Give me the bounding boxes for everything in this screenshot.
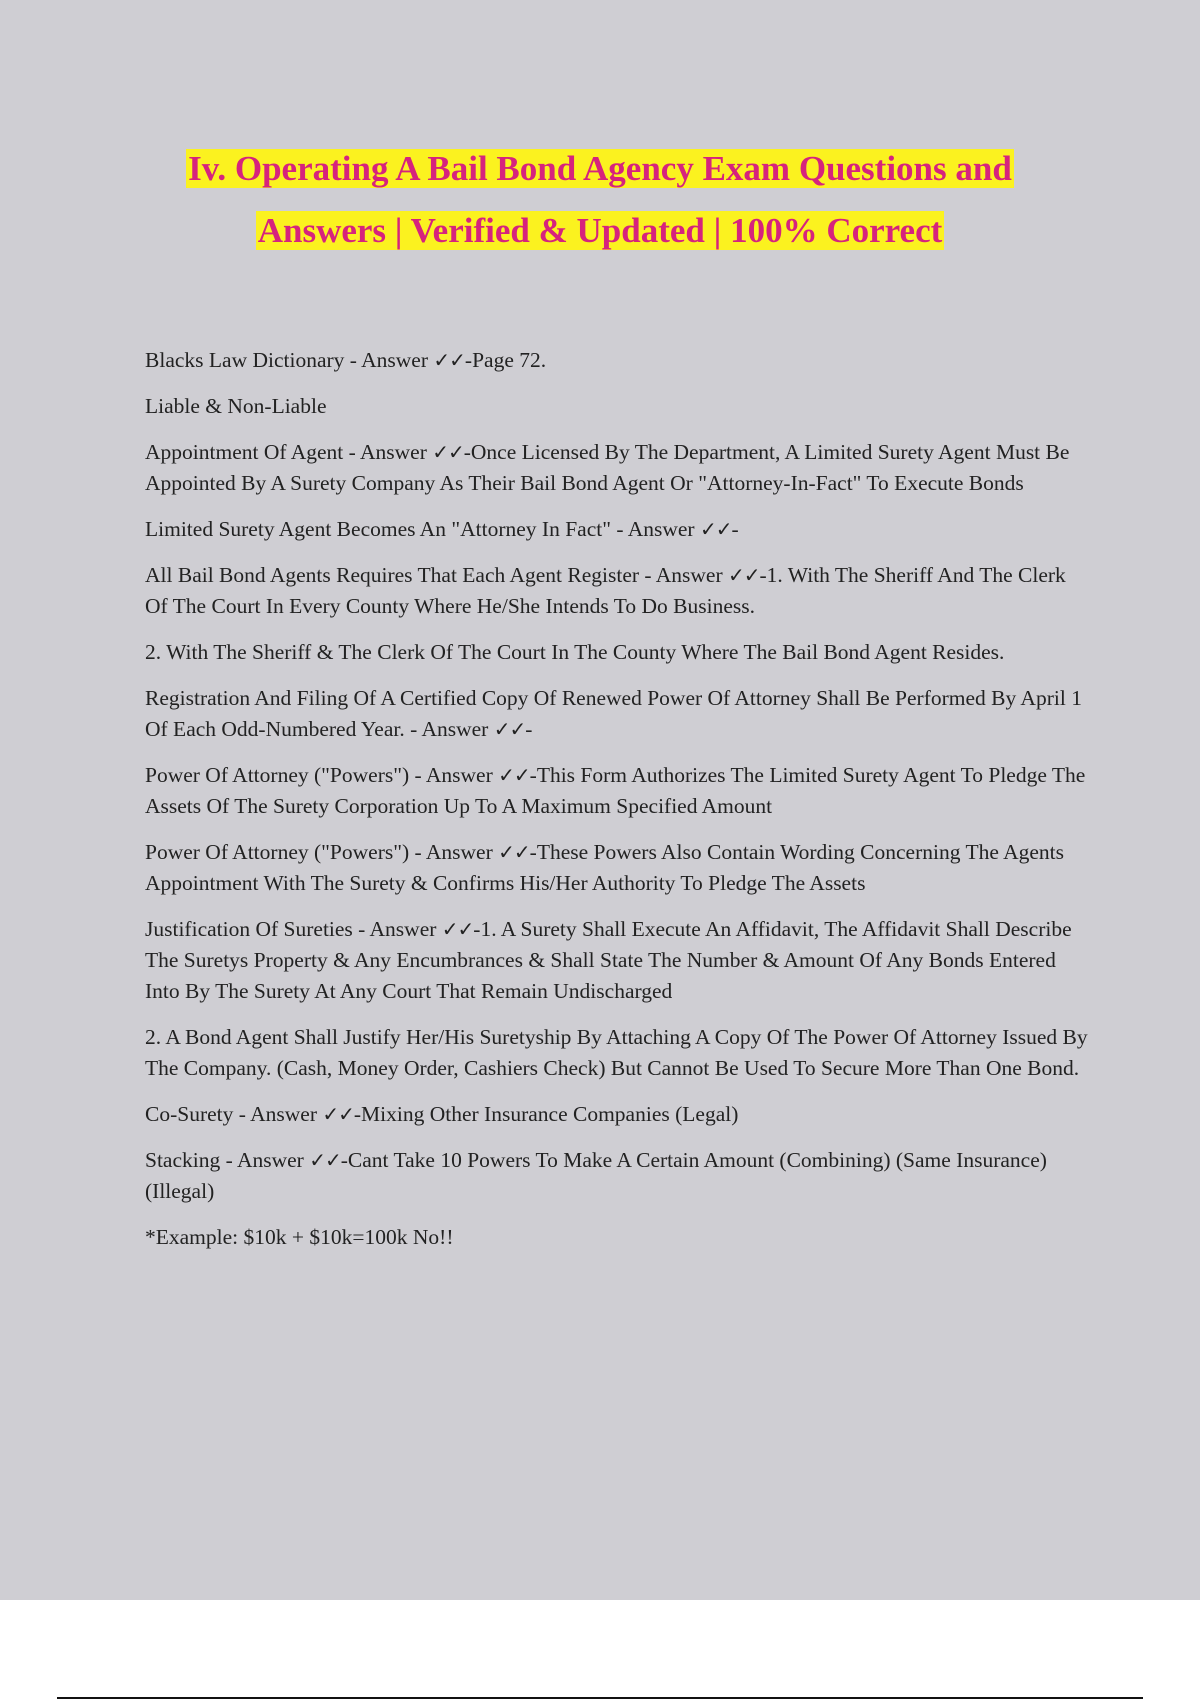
qa-paragraph [145, 760, 1090, 822]
qa-text: Co-Surety - Answer [145, 1102, 323, 1126]
double-check-icon: ✓✓ [493, 717, 526, 741]
qa-text: All Bail Bond Agents Requires That Each Agent Register - Answer [145, 563, 728, 587]
qa-paragraph [145, 560, 1090, 622]
qa-text: Appointment Of Agent - Answer [145, 440, 433, 464]
qa-text: 2. A Bond Agent Shall Justify Her/His Suretyship By Attaching A Copy Of The Power Of Attorney Issued By The Company. (Cash, Money Order, Cashiers Check) But Cannot Be Used To Secure More Than One Bond. [145, 1025, 1088, 1080]
page-title [186, 138, 1014, 262]
qa-answer-text: -1. With The Sheriff And The Clerk Of The Court In Every County Where He/She Intends To Do Business. [145, 563, 1066, 618]
qa-text: Limited Surety Agent Becomes An "Attorney In Fact" - Answer [145, 517, 700, 541]
qa-text: *Example: $10k + $10k=100k No!! [145, 1225, 454, 1249]
qa-answer-text: -Mixing Other Insurance Companies (Legal) [353, 1102, 739, 1126]
qa-paragraph [145, 391, 1090, 422]
qa-answer-text: -Once Licensed By The Department, A Limited Surety Agent Must Be Appointed By A Surety Company As Their Bail Bond Agent Or "Attorney-In-Fact" To Execute Bonds [145, 440, 1070, 495]
qa-paragraph [145, 637, 1090, 668]
title-block [0, 138, 1200, 262]
double-check-icon: ✓✓ [441, 917, 474, 941]
double-check-icon: ✓✓ [699, 517, 732, 541]
qa-paragraph [145, 683, 1090, 745]
double-check-icon: ✓✓ [433, 348, 465, 372]
qa-paragraph [145, 914, 1090, 1007]
qa-paragraph [145, 1099, 1090, 1130]
qa-answer-text: -1. A Surety Shall Execute An Affidavit, The Affidavit Shall Describe The Suretys Property & Any Encumbrances & Shall State The Number & Amount Of Any Bonds Entered Into By The Surety At Any Court That Remain Undischarged [145, 917, 1072, 1003]
qa-paragraph [145, 345, 1090, 376]
double-check-icon: ✓✓ [498, 763, 530, 787]
qa-text: Power Of Attorney ("Powers") - Answer [145, 840, 499, 864]
qa-answer-text: -This Form Authorizes The Limited Surety Agent To Pledge The Assets Of The Surety Corporation Up To A Maximum Specified Amount [145, 763, 1086, 818]
qa-paragraph [145, 514, 1090, 545]
qa-paragraph [145, 1022, 1090, 1084]
qa-text: Justification Of Sureties - Answer [145, 917, 442, 941]
title-line-2: Answers | Verified & Updated | 100% Correct [257, 211, 943, 250]
qa-text: Registration And Filing Of A Certified Copy Of Renewed Power Of Attorney Shall Be Performed By April 1 Of Each Odd-Numbered Year. - Answer [145, 686, 1082, 741]
double-check-icon: ✓✓ [432, 440, 464, 464]
bottom-divider [57, 1697, 1143, 1699]
qa-answer-text: -Cant Take 10 Powers To Make A Certain Amount (Combining) (Same Insurance) (Illegal) [145, 1148, 1047, 1203]
qa-paragraph [145, 1145, 1090, 1207]
qa-paragraph [145, 837, 1090, 899]
qa-paragraph [145, 1222, 1090, 1253]
qa-answer-text: -Page 72. [464, 348, 547, 372]
qa-text: Stacking - Answer [145, 1148, 310, 1172]
qa-text: Power Of Attorney ("Powers") - Answer [145, 763, 499, 787]
qa-text: Blacks Law Dictionary - Answer [145, 348, 434, 372]
qa-text: Liable & Non-Liable [145, 394, 327, 418]
double-check-icon: ✓✓ [309, 1148, 341, 1172]
double-check-icon: ✓✓ [322, 1102, 354, 1126]
qa-answer-text: -These Powers Also Contain Wording Concerning The Agents Appointment With The Surety & Confirms His/Her Authority To Pledge The Assets [145, 840, 1064, 895]
double-check-icon: ✓✓ [728, 563, 760, 587]
qa-answer-text: - [731, 517, 739, 541]
qa-text: 2. With The Sheriff & The Clerk Of The Court In The County Where The Bail Bond Agent Resides. [145, 640, 1005, 664]
double-check-icon: ✓✓ [498, 840, 530, 864]
qa-answer-text: - [525, 717, 533, 741]
qa-content [145, 345, 1090, 1268]
title-line-1: Iv. Operating A Bail Bond Agency Exam Questions and [188, 149, 1012, 188]
qa-paragraph [145, 437, 1090, 499]
